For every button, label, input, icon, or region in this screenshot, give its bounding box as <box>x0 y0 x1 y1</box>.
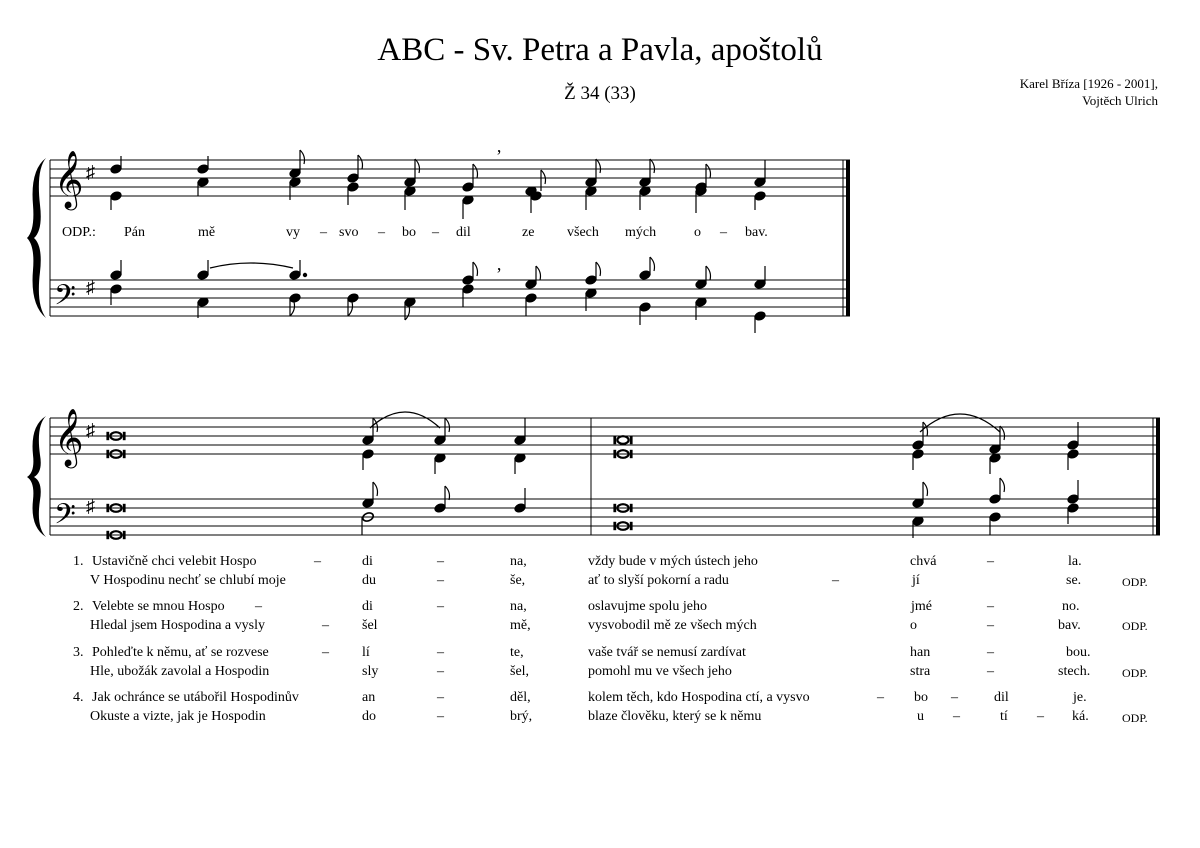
refrain-syllable: svo <box>339 225 359 240</box>
verse-text: vysvobodil mě ze všech mých <box>588 618 757 633</box>
response-marker: ODP. <box>1122 619 1148 633</box>
refrain-syllable: dil <box>456 225 471 240</box>
refrain-hyphen: – <box>378 225 385 240</box>
verse-syllable: šel, <box>510 664 530 679</box>
bass-staff-1 <box>50 280 850 316</box>
refrain-hyphen: – <box>432 225 439 240</box>
verse-text: kolem těch, kdo Hospodina ctí, a vysvo <box>588 690 810 705</box>
verse-text: ať to slyší pokorní a radu <box>588 573 729 588</box>
verse-syllable: šel <box>362 618 378 633</box>
breath-mark-icon: ’ <box>496 264 502 284</box>
arranger-credit: Vojtěch Ulrich <box>1082 93 1158 108</box>
verse-hyphen: – <box>437 709 444 724</box>
verse-text: Okuste a vizte, jak je Hospodin <box>90 709 266 724</box>
verse-syllable: o <box>910 618 917 633</box>
verse-hyphen: – <box>987 599 994 614</box>
refrain-syllable: mě <box>198 225 216 240</box>
verse-hyphen: – <box>437 573 444 588</box>
refrain-syllable: bo <box>402 225 416 240</box>
verse-syllable: jí <box>912 573 920 588</box>
verse-hyphen: – <box>832 573 839 588</box>
verse-number: 4. <box>73 690 84 705</box>
verse-text: oslavujme spolu jeho <box>588 599 707 614</box>
verse-hyphen: – <box>255 599 262 614</box>
verse-text: Jak ochránce se utábořil Hospodinův <box>92 690 299 705</box>
verse-text: vždy bude v mých ústech jeho <box>588 554 758 569</box>
grand-staff-brace-1 <box>27 158 46 318</box>
refrain-syllable: bav. <box>745 225 768 240</box>
slur-icon <box>920 414 1000 432</box>
treble-notes-1 <box>110 146 766 219</box>
verse-syllable: še, <box>510 573 526 588</box>
verse-text: pomohl mu ve všech jeho <box>588 664 732 679</box>
verse-text: Pohleďte k němu, ať se rozvese <box>92 645 269 660</box>
verse-hyphen: – <box>987 645 994 660</box>
verse-hyphen: – <box>951 690 958 705</box>
response-marker: ODP. <box>1122 711 1148 725</box>
treble-clef-icon: 𝄞 <box>54 409 84 465</box>
treble-staff-1 <box>50 160 850 196</box>
verse-syllable: bav. <box>1058 618 1081 633</box>
key-sharp-bass-icon: ♯ <box>86 496 95 516</box>
verse-syllable: na, <box>510 599 527 614</box>
verse-text: Ustavičně chci velebit Hospo <box>92 554 257 569</box>
verse-syllable: u <box>917 709 924 724</box>
verse-hyphen: – <box>437 599 444 614</box>
verse-hyphen: – <box>953 709 960 724</box>
treble-notes-2 <box>107 412 1079 474</box>
verse-syllable: no. <box>1062 599 1080 614</box>
verse-syllable: bou. <box>1066 645 1091 660</box>
refrain-syllable: Pán <box>124 225 145 240</box>
verse-syllable: na, <box>510 554 527 569</box>
page-title: ABC - Sv. Petra a Pavla, apoštolů <box>377 32 823 68</box>
verse-syllable: te, <box>510 645 524 660</box>
verse-syllable: děl, <box>510 690 531 705</box>
verse-syllable: ká. <box>1072 709 1089 724</box>
slur-icon <box>370 412 440 428</box>
verse-hyphen: – <box>987 664 994 679</box>
verse-syllable: han <box>910 645 931 660</box>
refrain-syllable: všech <box>567 225 599 240</box>
key-sharp-treble-icon: ♯ <box>86 420 95 440</box>
verse-hyphen: – <box>314 554 321 569</box>
verse-syllable: du <box>362 573 376 588</box>
verse-syllable: brý, <box>510 709 533 724</box>
refrain-syllable: o <box>694 225 701 240</box>
verse-syllable: stra <box>910 664 931 679</box>
verse-syllable: je. <box>1073 690 1087 705</box>
refrain-syllable: ze <box>522 225 535 240</box>
verse-hyphen: – <box>322 618 329 633</box>
verse-syllable: lí <box>362 645 370 660</box>
composer-credit: Karel Bříza [1926 - 2001], <box>1019 76 1158 91</box>
refrain-label: ODP.: <box>62 225 96 240</box>
verse-syllable: chvá <box>910 554 937 569</box>
verse-number: 3. <box>73 645 84 660</box>
verse-hyphen: – <box>1037 709 1044 724</box>
verse-syllable: se. <box>1066 573 1082 588</box>
verse-hyphen: – <box>322 645 329 660</box>
verse-syllable: dil <box>994 690 1009 705</box>
verse-hyphen: – <box>987 554 994 569</box>
verse-syllable: tí <box>1000 709 1008 724</box>
refrain-syllable: mých <box>625 225 657 240</box>
verse-syllable: stech. <box>1058 664 1091 679</box>
verse-text: Hle, ubožák zavolal a Hospodin <box>90 664 270 679</box>
verse-hyphen: – <box>877 690 884 705</box>
verse-text: Hledal jsem Hospodina a vysly <box>90 618 265 633</box>
verse-syllable: di <box>362 554 373 569</box>
verse-hyphen: – <box>437 690 444 705</box>
verse-syllable: do <box>362 709 376 724</box>
verse-hyphen: – <box>437 554 444 569</box>
bass-notes-1 <box>110 257 766 333</box>
key-sharp-treble-icon: ♯ <box>86 162 95 182</box>
verse-syllable: la. <box>1068 554 1082 569</box>
refrain-hyphen: – <box>720 225 727 240</box>
refrain-hyphen: – <box>320 225 327 240</box>
verse-hyphen: – <box>437 664 444 679</box>
psalm-reference: Ž 34 (33) <box>564 83 636 104</box>
bass-clef-icon: 𝄢 <box>54 500 76 537</box>
grand-staff-brace-2 <box>27 416 46 537</box>
refrain-lyrics <box>62 225 768 240</box>
response-marker: ODP. <box>1122 575 1148 589</box>
verse-text: vaše tvář se nemusí zardívat <box>588 645 746 660</box>
verse-syllable: di <box>362 599 373 614</box>
verse-text: blaze člověku, který se k němu <box>588 709 762 724</box>
bass-clef-icon: 𝄢 <box>54 281 76 318</box>
system-1 <box>50 160 850 316</box>
verse-syllable: sly <box>362 664 379 679</box>
verse-hyphen: – <box>437 645 444 660</box>
verse-syllable: mě, <box>510 618 531 633</box>
verse-syllable: jmé <box>911 599 932 614</box>
key-sharp-bass-icon: ♯ <box>86 277 95 297</box>
verse-text: V Hospodinu nechť se chlubí moje <box>90 573 286 588</box>
verse-number: 1. <box>73 554 84 569</box>
tie-icon <box>210 263 293 268</box>
verse-hyphen: – <box>987 618 994 633</box>
response-marker: ODP. <box>1122 666 1148 680</box>
verse-syllable: bo <box>914 690 928 705</box>
verse-text: Velebte se mnou Hospo <box>92 599 225 614</box>
breath-mark-icon: ’ <box>496 146 502 166</box>
verse-number: 2. <box>73 599 84 614</box>
treble-clef-icon: 𝄞 <box>54 151 84 207</box>
refrain-syllable: vy <box>286 225 300 240</box>
verse-syllable: an <box>362 690 376 705</box>
